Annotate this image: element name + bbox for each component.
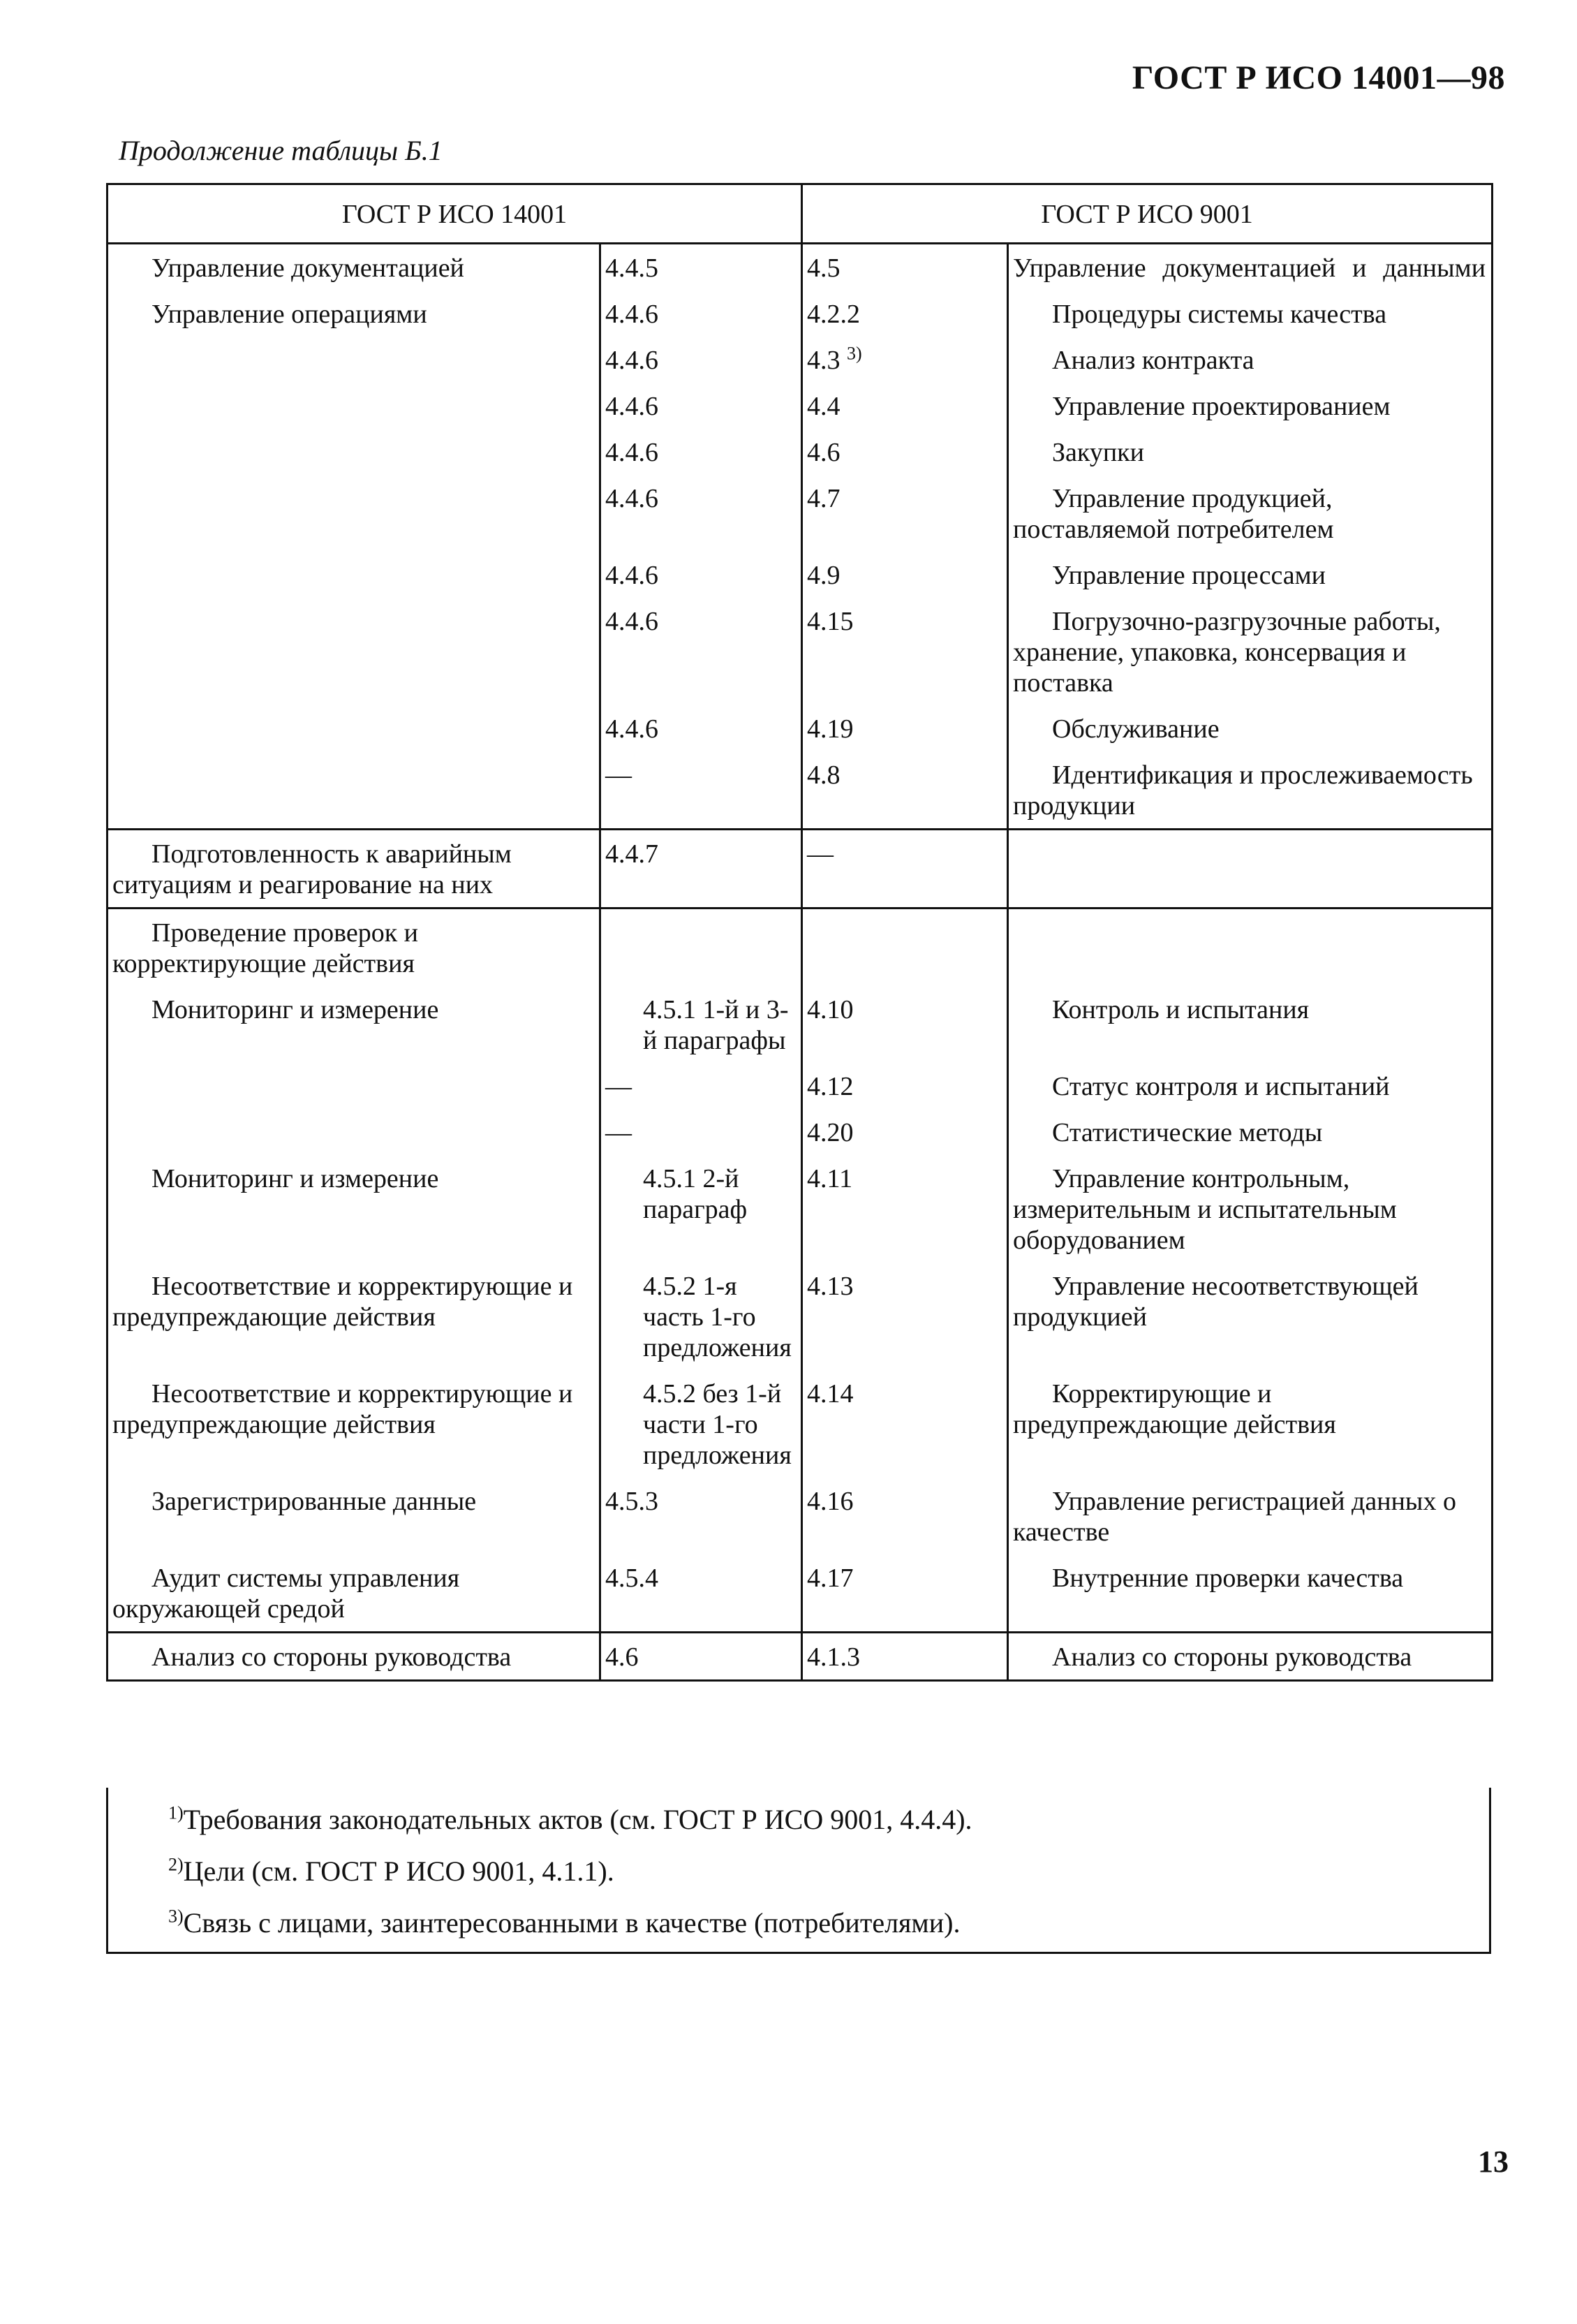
row-9001-clause: 4.9 — [802, 552, 1008, 598]
table-row — [108, 290, 1493, 337]
table-row — [108, 475, 1493, 552]
row-9001-title: Закупки — [1008, 429, 1493, 475]
row-9001-title: Статус контроля и испытаний — [1008, 1063, 1493, 1109]
row-9001-clause: 4.11 — [802, 1155, 1008, 1263]
row-14001-clause: 4.4.6 — [600, 598, 802, 705]
row-9001-clause: — — [802, 830, 1008, 909]
row-9001-clause: 4.4 — [802, 383, 1008, 429]
row-9001-title: Процедуры системы качества — [1008, 290, 1493, 337]
table-row — [108, 830, 1493, 909]
row-9001-title: Управление регистрацией данных о качестве — [1008, 1478, 1493, 1554]
row-9001-clause: 4.3 $^{3)}$ — [802, 337, 1008, 383]
row-9001-title: Внутренние проверки качества — [1008, 1554, 1493, 1633]
row-14001-clause: 4.4.6 — [600, 290, 802, 337]
table-row — [108, 1554, 1493, 1633]
row-9001-clause: 4.20 — [802, 1109, 1008, 1155]
row-9001-clause: 4.14 — [802, 1370, 1008, 1478]
row-9001-title: Статистические методы — [1008, 1109, 1493, 1155]
section-heading: Анализ со стороны руководства — [151, 1642, 512, 1672]
row-9001-title — [1008, 830, 1493, 909]
row-section-name: Мониторинг и измерение — [151, 1164, 439, 1193]
table-row — [108, 1109, 1493, 1155]
table-row — [108, 1263, 1493, 1370]
row-9001-clause: 4.19 — [802, 705, 1008, 751]
table-row — [108, 429, 1493, 475]
row-14001-clause — [600, 909, 802, 987]
row-9001-title: Погрузочно-разгрузочные работы, хранение, упаковка, консервация и поставка — [1008, 598, 1493, 705]
row-9001-clause: 4.13 — [802, 1263, 1008, 1370]
table-row — [108, 337, 1493, 383]
row-9001-title: Идентификация и прослеживаемость продукции — [1008, 751, 1493, 830]
column-header-iso9001: ГОСТ Р ИСО 9001 — [802, 184, 1493, 244]
footnote-mark: 1) — [168, 1802, 184, 1823]
footnote-ref: 3) — [847, 343, 862, 364]
row-9001-clause: 4.5 — [802, 244, 1008, 291]
footnotes-box — [106, 1788, 1491, 1954]
row-9001-clause: 4.2.2 — [802, 290, 1008, 337]
table-row — [108, 909, 1493, 987]
table-row — [108, 1370, 1493, 1478]
row-14001-clause: — — [600, 751, 802, 830]
row-9001-clause: 4.1.3 — [802, 1633, 1008, 1681]
row-9001-clause: 4.17 — [802, 1554, 1008, 1633]
footnote-mark: 2) — [168, 1854, 184, 1875]
row-9001-title: Управление продукцией, поставляемой потребителем — [1008, 475, 1493, 552]
row-14001-clause: 4.5.3 — [600, 1478, 802, 1554]
footnote: $^{2)}$Цели (см. ГОСТ Р ИСО 9001, 4.1.1). — [168, 1854, 614, 1887]
document-standard-header: ГОСТ Р ИСО 14001—98 — [1132, 59, 1505, 96]
row-14001-clause: 4.4.6 — [600, 337, 802, 383]
row-9001-title: Управление процессами — [1008, 552, 1493, 598]
row-section-name: Несоответствие и корректирующие и предупреждающие действия — [112, 1272, 573, 1332]
table-continuation-caption: Продолжение таблицы Б.1 — [119, 135, 443, 166]
footnote: $^{1)}$Требования законодательных актов (см. ГОСТ Р ИСО 9001, 4.4.4). — [168, 1802, 972, 1835]
row-14001-clause: 4.4.6 — [600, 552, 802, 598]
row-9001-title: Управление контрольным, измерительным и испытательным оборудованием — [1008, 1155, 1493, 1263]
row-14001-clause: 4.4.6 — [600, 705, 802, 751]
row-9001-clause: 4.6 — [802, 429, 1008, 475]
row-14001-clause: 4.5.1 2-й параграф — [600, 1155, 802, 1263]
row-section-name: Управление операциями — [151, 300, 427, 329]
row-section-name: Зарегистрированные данные — [151, 1487, 477, 1516]
table-row — [108, 705, 1493, 751]
table-row — [108, 598, 1493, 705]
row-9001-title: Управление документацией и данными — [1008, 244, 1493, 291]
correspondence-table — [106, 183, 1493, 1682]
row-14001-clause: 4.6 — [600, 1633, 802, 1681]
row-9001-title: Управление проектированием — [1008, 383, 1493, 429]
table-row — [108, 1633, 1493, 1681]
row-9001-title: Обслуживание — [1008, 705, 1493, 751]
table-row — [108, 383, 1493, 429]
footnote-mark: 3) — [168, 1906, 184, 1927]
row-9001-clause: 4.10 — [802, 986, 1008, 1063]
row-14001-clause: 4.5.2 1-я часть 1-го предложения — [600, 1263, 802, 1370]
row-9001-clause: 4.16 — [802, 1478, 1008, 1554]
row-9001-clause: 4.15 — [802, 598, 1008, 705]
row-14001-clause: 4.4.7 — [600, 830, 802, 909]
row-9001-title: Корректирующие и предупреждающие действия — [1008, 1370, 1493, 1478]
row-section-name: Несоответствие и корректирующие и предупреждающие действия — [112, 1379, 573, 1439]
table-row — [108, 244, 1493, 291]
row-section-name: Управление документацией — [151, 253, 464, 283]
table-row — [108, 1478, 1493, 1554]
row-14001-clause: 4.4.5 — [600, 244, 802, 291]
table-row — [108, 1155, 1493, 1263]
row-14001-clause: 4.5.4 — [600, 1554, 802, 1633]
footnote: $^{3)}$Связь с лицами, заинтересованными в качестве (потребителями). — [168, 1906, 961, 1939]
table-header-row — [108, 184, 1493, 244]
row-section-name: Подготовленность к аварийным ситуациям и реагирование на них — [112, 839, 512, 899]
row-9001-title: Анализ со стороны руководства — [1008, 1633, 1493, 1681]
row-9001-clause: 4.12 — [802, 1063, 1008, 1109]
column-header-iso14001: ГОСТ Р ИСО 14001 — [108, 184, 802, 244]
row-14001-clause: — — [600, 1063, 802, 1109]
table-row — [108, 1063, 1493, 1109]
section-heading: Проведение проверок и корректирующие действия — [112, 918, 418, 978]
table-row — [108, 552, 1493, 598]
table-row — [108, 986, 1493, 1063]
row-9001-title: Контроль и испытания — [1008, 986, 1493, 1063]
row-9001-clause: 4.8 — [802, 751, 1008, 830]
row-14001-clause: — — [600, 1109, 802, 1155]
row-14001-clause: 4.4.6 — [600, 475, 802, 552]
row-section-name: Мониторинг и измерение — [151, 995, 439, 1024]
row-section-name: Аудит системы управления окружающей средой — [112, 1564, 460, 1624]
row-9001-clause: 4.7 — [802, 475, 1008, 552]
table-row — [108, 751, 1493, 830]
row-9001-title — [1008, 909, 1493, 987]
row-9001-clause — [802, 909, 1008, 987]
row-14001-clause: 4.4.6 — [600, 383, 802, 429]
row-9001-title: Управление несоответствующей продукцией — [1008, 1263, 1493, 1370]
row-14001-clause: 4.5.2 без 1-й части 1-го предложения — [600, 1370, 802, 1478]
row-9001-title: Анализ контракта — [1008, 337, 1493, 383]
row-14001-clause: 4.5.1 1-й и 3-й параграфы — [600, 986, 802, 1063]
page-number: 13 — [1478, 2145, 1509, 2179]
row-14001-clause: 4.4.6 — [600, 429, 802, 475]
